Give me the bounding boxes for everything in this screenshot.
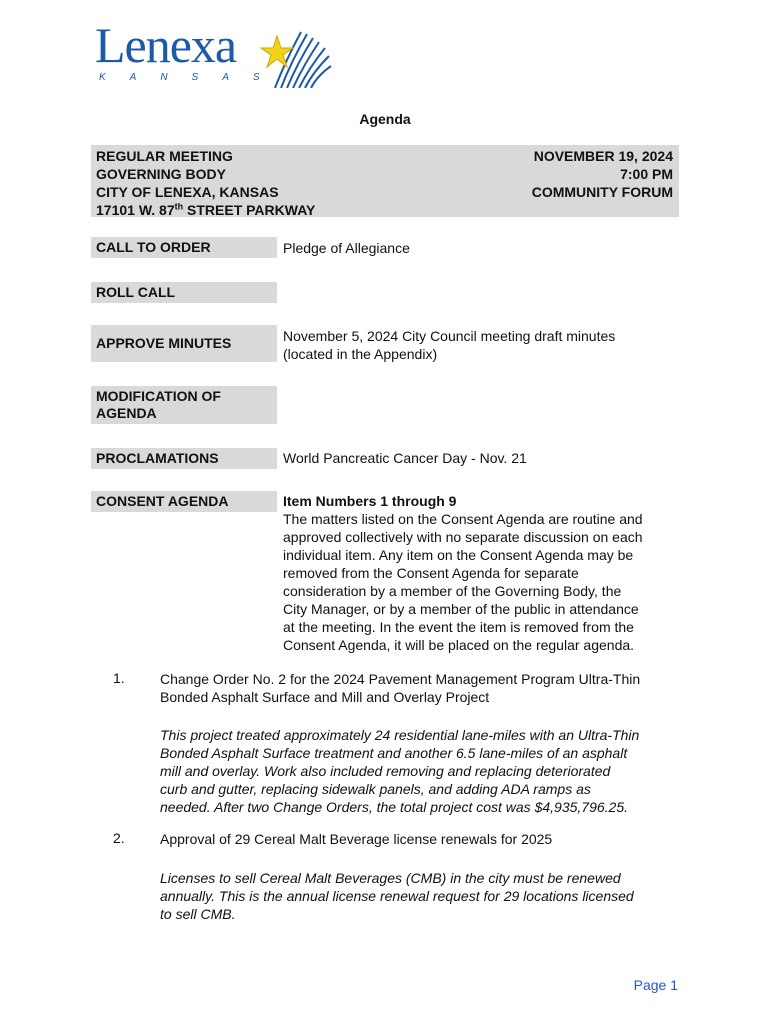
meeting-date: NOVEMBER 19, 2024 — [533, 148, 673, 164]
meeting-datetime — [532, 147, 673, 201]
page-number: Page 1 — [633, 977, 678, 993]
city-name: CITY OF LENEXA, KANSAS — [96, 184, 279, 200]
item-title-1: Change Order No. 2 for the 2024 Pavement Management Program Ultra-Thin Bonded Asphalt Surface and Mill and Overlay Project — [160, 671, 641, 705]
star-burst-icon — [255, 22, 335, 88]
meeting-time: 7:00 PM — [620, 166, 673, 182]
proclamations-label: PROCLAMATIONS — [91, 448, 277, 469]
meeting-type: REGULAR MEETING — [96, 148, 233, 164]
approve-minutes-content: November 5, 2024 City Council meeting draft minutes (located in the Appendix) — [283, 328, 616, 362]
governing-body: GOVERNING BODY — [96, 166, 226, 182]
consent-heading: Item Numbers 1 through 9 — [283, 493, 457, 509]
consent-agenda-content: Item Numbers 1 through 9 The matters listed on the Consent Agenda are routine and approved collectively with no separate discussion on each individual item. Any item on the Consent Agenda may be removed from the Consent Agenda for separate consideration by a member of the Governing Body, the City Manager, or by a member of the public in attendance at the meeting. In the event the item is removed from the Consent Agenda, it will be placed on the regular agenda. — [283, 492, 678, 654]
consent-agenda-label: CONSENT AGENDA — [91, 491, 277, 512]
meeting-header — [91, 145, 679, 217]
item-title-2: Approval of 29 Cereal Malt Beverage license renewals for 2025 — [160, 831, 553, 847]
item-description-1: This project treated approximately 24 residential lane-miles with an Ultra-Thin Bonded Asphalt Surface treatment and another 6.5 lane-miles of an asphalt mill and overlay. Work also included removing and replacing deteriorated curb and gutter, replacing sidewalk panels, and adding ADA ramps as needed. After two Change Orders, the total project cost was $4,935,796.25. — [160, 727, 640, 815]
item-number-1: 1. — [113, 670, 125, 686]
item-number-2: 2. — [113, 830, 125, 846]
logo-state: KANSAS — [99, 72, 284, 83]
meeting-info — [96, 147, 315, 219]
logo-wordmark: Lenexa — [95, 17, 237, 73]
page-title: Agenda — [359, 111, 411, 127]
lenexa-logo — [95, 17, 335, 90]
approve-minutes-label: APPROVE MINUTES — [91, 325, 277, 362]
roll-call-label: ROLL CALL — [91, 282, 277, 303]
proclamations-content: World Pancreatic Cancer Day - Nov. 21 — [283, 450, 527, 466]
meeting-location: COMMUNITY FORUM — [531, 184, 673, 200]
call-to-order-content: Pledge of Allegiance — [283, 240, 410, 256]
item-description-2: Licenses to sell Cereal Malt Beverages (CMB) in the city must be renewed annually. This is the annual license renewal request for 29 locations licensed to sell CMB. — [160, 870, 634, 922]
meeting-address: 17101 W. 87th STREET PARKWAY — [96, 201, 316, 218]
call-to-order-label: CALL TO ORDER — [91, 237, 277, 258]
modification-label: MODIFICATION OF AGENDA — [91, 386, 277, 424]
